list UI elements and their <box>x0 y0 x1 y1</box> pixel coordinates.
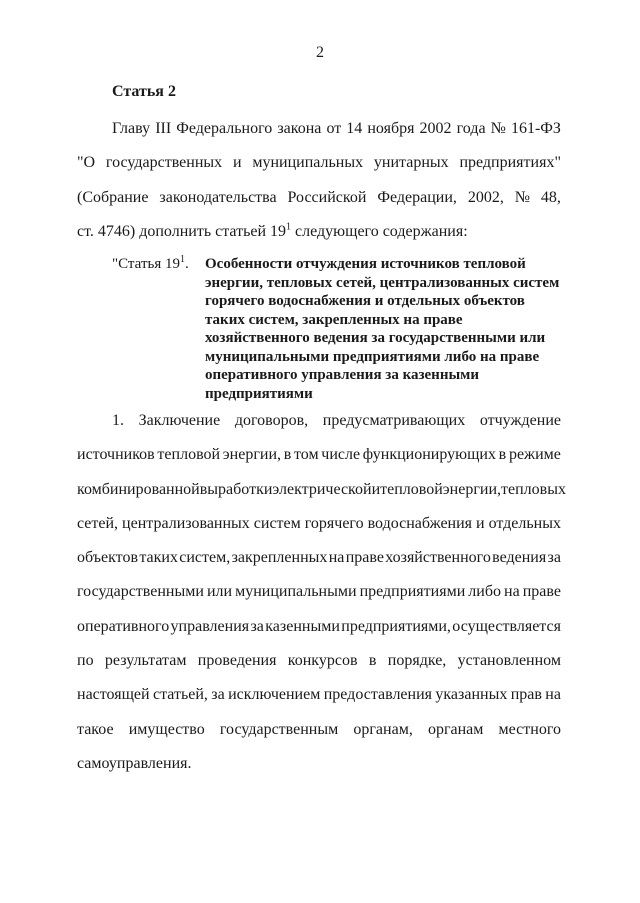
word: ведения <box>492 549 547 567</box>
word: казенными <box>265 617 340 635</box>
word: имущество <box>128 720 205 738</box>
point-line <box>77 713 561 747</box>
word: муниципальных <box>252 154 364 172</box>
intro-line <box>77 112 561 146</box>
word: 2002 <box>419 120 452 137</box>
new-article-heading-line: горячего водоснабжения и отдельных объектов <box>205 293 525 309</box>
intro-last-text: ст. 4746) дополнить статьей 19 <box>77 222 287 240</box>
word: предоставления <box>323 686 433 704</box>
word: систем, <box>179 549 231 567</box>
word: тепловой <box>380 480 443 498</box>
word: водоснабжения <box>367 514 473 532</box>
word: в <box>283 446 292 464</box>
word: конкурсов <box>287 652 358 670</box>
page-number: 2 <box>316 44 324 61</box>
word: отдельных <box>488 514 561 532</box>
intro-line-last <box>77 215 561 249</box>
word: результатам <box>104 652 187 670</box>
word: осуществляется <box>452 617 561 635</box>
word: государственных <box>105 154 223 172</box>
word: 48, <box>540 188 561 206</box>
word: местного <box>498 720 561 738</box>
word: предприятиями <box>359 583 466 601</box>
new-article-heading-line: энергии, тепловых сетей, централизованных систем <box>205 274 560 291</box>
word: "О <box>77 154 96 172</box>
word: числе <box>321 446 361 464</box>
word: Федерации, <box>377 188 457 206</box>
word: управления <box>170 617 250 635</box>
word: 14 <box>346 120 363 137</box>
word: праве <box>345 549 384 567</box>
intro-line <box>77 146 561 180</box>
word: порядке, <box>387 652 447 670</box>
word: договоров, <box>234 412 309 429</box>
word: такое <box>77 720 114 738</box>
word: систем <box>253 514 301 532</box>
word: энергии, <box>442 480 502 498</box>
point-line <box>77 404 561 438</box>
word: исключением <box>228 686 321 704</box>
point-line <box>77 575 561 609</box>
new-article-label <box>112 255 189 274</box>
word: унитарных <box>373 154 449 172</box>
word: № <box>490 120 506 137</box>
new-article-heading <box>205 255 575 403</box>
intro-last-text-end: следующего содержания: <box>291 222 468 240</box>
word: централизованных <box>122 514 250 532</box>
word: Российской <box>287 188 367 206</box>
word: закона <box>277 120 322 137</box>
word: органам <box>427 720 484 738</box>
word: тепловых <box>501 480 566 498</box>
word: предусматривающих <box>322 412 466 429</box>
word: оперативного <box>77 617 170 635</box>
word: и <box>232 154 242 172</box>
word: в <box>498 446 507 464</box>
article-heading: Статья 2 <box>112 83 176 100</box>
word: Федерального <box>176 120 273 137</box>
point-line <box>77 473 566 507</box>
word: комбинированной <box>77 480 200 498</box>
new-article-heading-line: Особенности отчуждения источников тепловой <box>205 256 526 272</box>
point-line <box>77 507 561 541</box>
word: и <box>476 514 485 532</box>
point-1-paragraph <box>77 404 566 781</box>
intro-paragraph <box>77 112 561 249</box>
intro-superscript: 1 <box>286 221 292 233</box>
new-article-heading-line: хозяйственного ведения за государственными или <box>205 330 546 346</box>
word: Заключение <box>138 412 221 429</box>
word: предприятиями, <box>341 617 451 635</box>
word: № <box>514 188 530 206</box>
word: органам, <box>353 720 413 738</box>
word: или <box>206 583 233 601</box>
new-article-label-end: . <box>184 256 189 272</box>
word: 2002, <box>467 188 504 206</box>
word: отчуждение <box>479 412 561 429</box>
word: проведения <box>197 652 277 670</box>
new-article-heading-line: таких систем, закрепленных на праве <box>205 311 463 328</box>
word: III <box>155 120 172 137</box>
word: указанных <box>435 686 508 704</box>
point-line-last: самоуправления. <box>77 754 192 772</box>
word: года <box>456 120 486 137</box>
word: таких <box>139 549 178 567</box>
word: предприятиях" <box>459 154 561 172</box>
word: либо <box>468 583 501 601</box>
word: государственным <box>219 720 339 738</box>
word: закрепленных <box>231 549 328 567</box>
word: тепловой <box>157 446 221 464</box>
word: 1. <box>112 412 124 429</box>
point-line <box>77 610 561 644</box>
new-article-heading-line: оперативного управления за казенными <box>205 367 480 383</box>
word: муниципальными <box>235 583 357 601</box>
word: за <box>250 617 264 635</box>
new-article-heading-line: муниципальными предприятиями либо на праве <box>205 348 540 365</box>
word: режиме <box>508 446 561 464</box>
word: настоящей <box>77 686 150 704</box>
point-line <box>77 644 561 678</box>
intro-line <box>77 181 561 215</box>
word: на <box>504 583 520 601</box>
word: хозяйственного <box>385 549 491 567</box>
word: функционирующих <box>362 446 496 464</box>
word: электрической <box>272 480 372 498</box>
new-article-label-superscript: 1 <box>179 254 185 265</box>
word: за <box>211 686 225 704</box>
word: от <box>326 120 342 137</box>
word: установленном <box>457 652 561 670</box>
word: горячего <box>304 514 364 532</box>
word: том <box>293 446 319 464</box>
new-article-label-text: "Статья 19 <box>112 256 180 272</box>
word: статьей, <box>152 686 208 704</box>
word: по <box>77 652 94 670</box>
word: сетей, <box>77 514 119 532</box>
word: Главу <box>112 120 151 137</box>
point-line <box>77 438 561 472</box>
word: источников <box>77 446 155 464</box>
word: и <box>371 480 381 498</box>
point-line <box>77 678 561 712</box>
word: на <box>545 686 561 704</box>
point-line <box>77 541 561 575</box>
word: ноября <box>367 120 415 137</box>
word: на <box>328 549 345 567</box>
word: выработки <box>199 480 273 498</box>
word: за <box>547 549 561 567</box>
word: 161-ФЗ <box>510 120 561 137</box>
word: законодательства <box>159 188 277 206</box>
word: государственными <box>77 583 204 601</box>
word: энергии, <box>222 446 281 464</box>
word: (Собрание <box>77 188 149 206</box>
word: праве <box>522 583 561 601</box>
word: объектов <box>77 549 139 567</box>
word: в <box>368 652 377 670</box>
word: прав <box>510 686 542 704</box>
new-article-heading-line: предприятиями <box>205 385 313 402</box>
